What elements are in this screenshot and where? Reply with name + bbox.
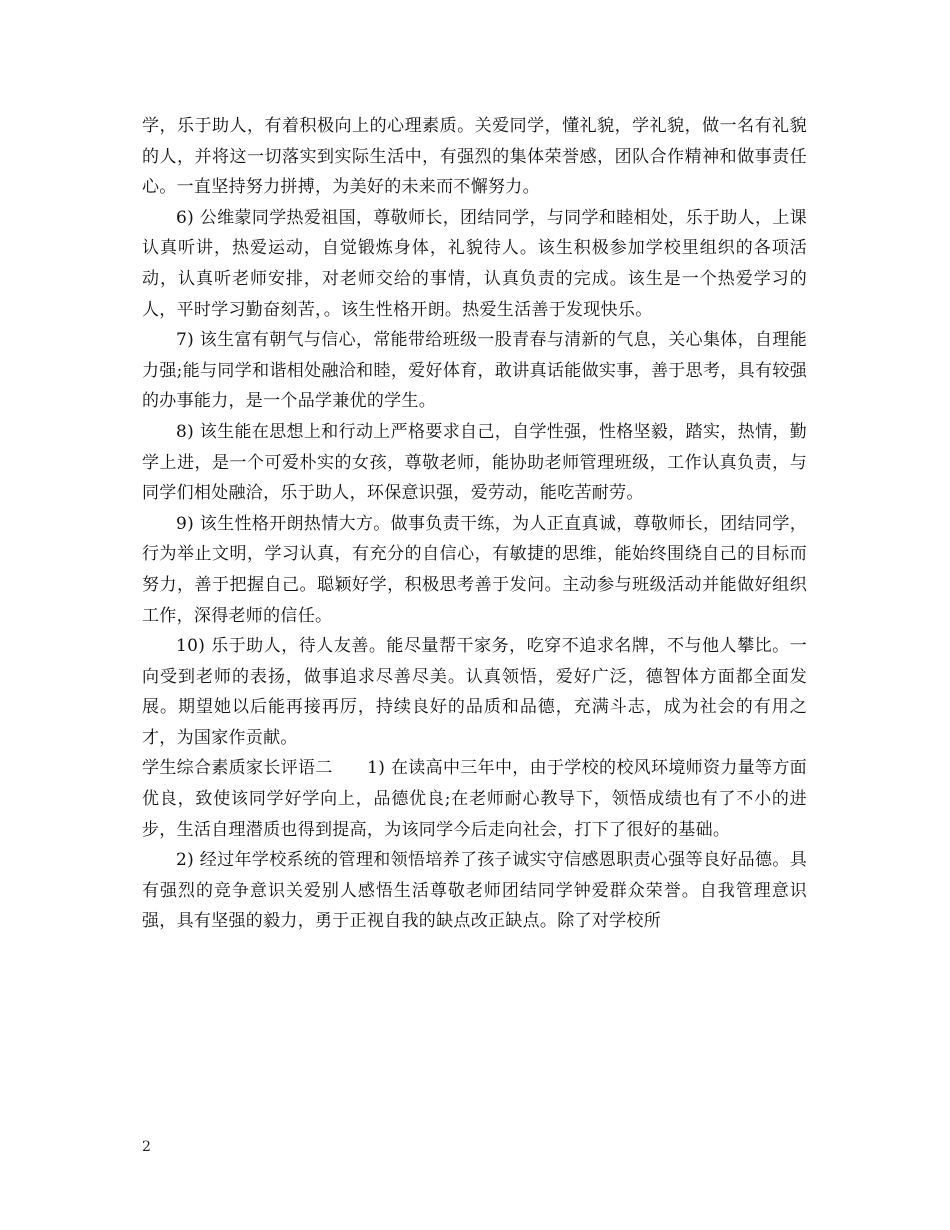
section-title: 学生综合素质家长评语二: [142, 758, 333, 779]
section-paragraph-item-2: 2) 经过年学校系统的管理和领悟培养了孩子诚实守信感恩职责心强等良好品德。具有强烈的竞争意识关爱别人感悟生活尊敬老师团结同学钟爱群众荣誉。自我管理意识强，具有坚强的毅力，勇于正视自我的缺点改正缺点。除了对学校所: [142, 850, 807, 932]
paragraph-item-6: 6) 公维蒙同学热爱祖国，尊敬师长，团结同学，与同学和睦相处，乐于助人，上课认真听讲，热爱运动，自觉锻炼身体，礼貌待人。该生积极参加学校里组织的各项活动，认真听老师安排，对老师交给的事情，认真负责的完成。该生是一个热爱学习的人，平时学习勤奋刻苦，。该生性格开朗。热爱生活善于发现快乐。: [142, 207, 807, 320]
paragraph-item-9: 9) 该生性格开朗热情大方。做事负责干练，为人正直真诚，尊敬师长，团结同学，行为举止文明，学习认真，有充分的自信心，有敏捷的思维，能始终围绕自己的目标而努力，善于把握自己。聪颖好学，积极思考善于发问。主动参与班级活动并能做好组织工作，深得老师的信任。: [142, 513, 807, 626]
paragraph-item-10: 10) 乐于助人，待人友善。能尽量帮干家务，吃穿不追求名牌，不与他人攀比。一向受到老师的表扬，做事追求尽善尽美。认真领悟，爱好广泛，德智体方面都全面发展。期望她以后能再接再厉，持续良好的品质和品德，充满斗志，成为社会的有用之才，为国家作贡献。: [142, 636, 807, 748]
paragraph-continued: 学，乐于助人，有着积极向上的心理素质。关爱同学，懂礼貌，学礼貌，做一名有礼貌的人，并将这一切落实到实际生活中，有强烈的集体荣誉感，团队合作精神和做事责任心。一直坚持努力拼搏，为美好的未来而不懈努力。: [142, 116, 807, 198]
section-paragraph-item-1: [142, 753, 807, 845]
document-body: [142, 111, 807, 937]
paragraph-item-7: 7) 该生富有朝气与信心，常能带给班级一股青春与清新的气息，关心集体，自理能力强;能与同学和谐相处融洽和睦，爱好体育，敢讲真话能做实事，善于思考，具有较强的办事能力，是一个品学兼优的学生。: [142, 330, 807, 412]
section-item-1-text: 1) 在读高中三年中，由于学校的校风环境师资力量等方面优良，致使该同学好学向上，品德优良;在老师耐心教导下，领悟成绩也有了不小的进步，生活自理潜质也得到提高，为该同学今后走向社会，打下了很好的基础。: [142, 758, 807, 840]
paragraph-item-8: 8) 该生能在思想上和行动上严格要求自己，自学性强，性格坚毅，踏实，热情，勤学上进，是一个可爱朴实的女孩，尊敬老师，能协助老师管理班级，工作认真负责，与同学们相处融洽，乐于助人，环保意识强，爱劳动，能吃苦耐劳。: [142, 421, 807, 504]
section-title-spacer: [333, 758, 367, 778]
page-number: 2: [142, 1139, 151, 1155]
